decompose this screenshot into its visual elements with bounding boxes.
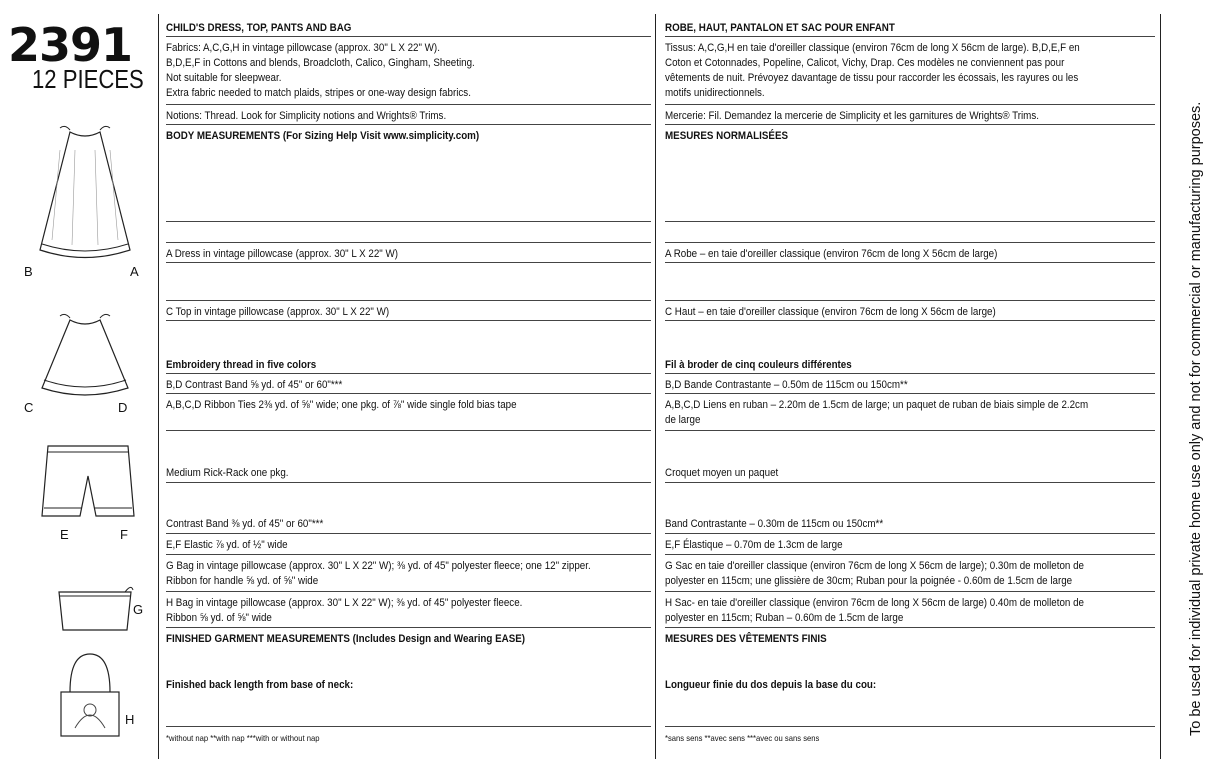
text: motifs unidirectionnels.: [665, 87, 765, 99]
separator: [166, 482, 651, 483]
text: Fil à broder de cinq couleurs différentes: [665, 359, 852, 371]
text: CHILD'S DRESS, TOP, PANTS AND BAG: [166, 22, 352, 34]
text: A Dress in vintage pillowcase (approx. 30" L X 22" W): [166, 248, 399, 260]
label-e: E: [60, 527, 69, 542]
text: Not suitable for sleepwear.: [166, 72, 282, 84]
fabrics-line: [166, 40, 651, 55]
contrast-band-line: [166, 516, 651, 531]
c-haut-line: [665, 304, 1155, 319]
g-sac-line: [665, 573, 1155, 588]
text: G Sac en taie d'oreiller classique (environ 76cm de long X 56cm de large); 0.30m de molleton de: [665, 560, 1084, 572]
bd-bande-line: [665, 377, 1155, 392]
section-title: [166, 20, 651, 35]
finished-title: [665, 631, 1155, 646]
text: MESURES NORMALISÉES: [665, 130, 789, 142]
divider-mid: [655, 14, 656, 759]
separator: [166, 373, 651, 374]
finished-title: [166, 631, 651, 646]
text: ROBE, HAUT, PANTALON ET SAC POUR ENFANT: [665, 22, 895, 34]
separator: [166, 221, 651, 222]
text: Finished back length from base of neck:: [166, 679, 354, 691]
separator: [665, 124, 1155, 125]
text: A,B,C,D Ribbon Ties 2⅜ yd. of ⅝" wide; one pkg. of ⅞" wide single fold bias tape: [166, 399, 517, 411]
back-length-line: [665, 677, 1155, 692]
text: Fabrics: A,C,G,H in vintage pillowcase (approx. 30" L X 22" W).: [166, 42, 440, 54]
notions-line: [166, 108, 651, 123]
text: Ribbon ⅝ yd. of ⅝" wide: [166, 612, 272, 624]
embroidery-line: [166, 357, 651, 372]
text: Mercerie: Fil. Demandez la mercerie de Simplicity et les garnitures de Wrights® Trims.: [665, 110, 1039, 122]
mercerie-line: [665, 108, 1155, 123]
separator: [665, 554, 1155, 555]
a-robe-line: [665, 246, 1155, 261]
label-f: F: [120, 527, 128, 542]
footnote: *sans sens **avec sens ***avec ou sans sens: [665, 733, 820, 743]
text: E,F Élastique – 0.70m de 1.3cm de large: [665, 539, 843, 551]
bd-band-line: [166, 377, 651, 392]
separator: [166, 124, 651, 125]
tissus-line: [665, 40, 1155, 55]
text: BODY MEASUREMENTS (For Sizing Help Visit www.simplicity.com): [166, 130, 480, 142]
separator: [665, 482, 1155, 483]
separator: [665, 533, 1155, 534]
ribbon-ties-line: [166, 397, 651, 412]
pattern-pieces: 12 PIECES: [32, 64, 144, 94]
side-note: [1188, 36, 1210, 736]
text: H Bag in vintage pillowcase (approx. 30" L X 22" W); ⅜ yd. of 45" polyester fleece.: [166, 597, 523, 609]
separator: [166, 726, 651, 727]
text: A,B,C,D Liens en ruban – 2.20m de 1.5cm de large; un paquet de ruban de biais simple de 2.2cm: [665, 399, 1089, 411]
body-title: [665, 128, 1155, 143]
footnote-row: [166, 730, 651, 745]
label-h: H: [125, 712, 135, 727]
separator: [665, 393, 1155, 394]
french-column: [665, 20, 1155, 755]
separator: [166, 262, 651, 263]
text: B,D,E,F in Cottons and blends, Broadcloth, Calico, Gingham, Sheeting.: [166, 57, 475, 69]
label-b: B: [24, 264, 33, 279]
c-top-line: [166, 304, 651, 319]
text: G Bag in vintage pillowcase (approx. 30" L X 22" W); ⅜ yd. of 45" polyester fleece; one 12" zipper.: [166, 560, 591, 572]
separator: [665, 104, 1155, 105]
pants-sketch: [38, 442, 138, 524]
separator: [665, 221, 1155, 222]
text: polyester en 115cm; une glissière de 30cm; Ruban pour la poignée - 0.60m de 1.5cm de large: [665, 575, 1073, 587]
fil-line: [665, 357, 1155, 372]
text: Extra fabric needed to match plaids, stripes or one-way design fabrics.: [166, 87, 471, 99]
english-column: [166, 20, 651, 755]
rickrack-line: [166, 465, 651, 480]
text: Notions: Thread. Look for Simplicity notions and Wrights® Trims.: [166, 110, 447, 122]
separator: [665, 36, 1155, 37]
separator: [665, 627, 1155, 628]
body-title: [166, 128, 651, 143]
separator: [166, 591, 651, 592]
h-bag-line: [166, 610, 651, 625]
text: Band Contrastante – 0.30m de 115cm ou 150cm**: [665, 518, 884, 530]
separator: [665, 591, 1155, 592]
text: de large: [665, 414, 701, 426]
side-note-text: To be used for individual private home use only and not for commercial or manufacturing purposes.: [1188, 101, 1204, 736]
footnote-row: [665, 730, 1155, 745]
fabrics-line: [166, 55, 651, 70]
liens-line: [665, 412, 1155, 427]
separator: [166, 430, 651, 431]
separator: [665, 320, 1155, 321]
tissus-line: [665, 85, 1155, 100]
h-sac-line: [665, 610, 1155, 625]
text: A Robe – en taie d'oreiller classique (environ 76cm de long X 56cm de large): [665, 248, 998, 260]
text: Tissus: A,C,G,H en taie d'oreiller classique (environ 76cm de long X 56cm de large). B,D,E,F en: [665, 42, 1080, 54]
footnote: *without nap **with nap ***with or without nap: [166, 733, 320, 743]
separator: [665, 300, 1155, 301]
separator: [166, 36, 651, 37]
text: MESURES DES VÊTEMENTS FINIS: [665, 633, 827, 645]
label-d: D: [118, 400, 128, 415]
separator: [166, 533, 651, 534]
back-length-line: [166, 677, 651, 692]
separator: [166, 627, 651, 628]
text: FINISHED GARMENT MEASUREMENTS (Includes Design and Wearing EASE): [166, 633, 526, 645]
section-title: [665, 20, 1155, 35]
liens-line: [665, 397, 1155, 412]
label-g: G: [133, 602, 144, 617]
dress-sketch: [30, 120, 140, 265]
text: Medium Rick-Rack one pkg.: [166, 467, 289, 479]
label-c: C: [24, 400, 34, 415]
text: Ribbon for handle ⅝ yd. of ⅝" wide: [166, 575, 319, 587]
g-bag-line: [166, 573, 651, 588]
text: Croquet moyen un paquet: [665, 467, 779, 479]
label-a: A: [130, 264, 139, 279]
elastic-line: [166, 537, 651, 552]
text: C Top in vintage pillowcase (approx. 30" L X 22" W): [166, 306, 390, 318]
tissus-line: [665, 55, 1155, 70]
bag-g-sketch: [55, 582, 135, 634]
separator: [166, 320, 651, 321]
separator: [665, 373, 1155, 374]
h-sac-line: [665, 595, 1155, 610]
separator: [166, 242, 651, 243]
separator: [166, 554, 651, 555]
divider-left: [158, 14, 159, 759]
text: vêtements de nuit. Prévoyez davantage de tissu pour raccorder les écossais, les rayures ou les: [665, 72, 1079, 84]
text: B,D Bande Contrastante – 0.50m de 115cm ou 150cm**: [665, 379, 908, 391]
text: B,D Contrast Band ⅝ yd. of 45" or 60"***: [166, 379, 343, 391]
text: Coton et Cotonnades, Popeline, Calicot, Vichy, Drap. Ces modèles ne conviennent pas pour: [665, 57, 1065, 69]
separator: [665, 262, 1155, 263]
text: Contrast Band ⅜ yd. of 45" or 60"***: [166, 518, 324, 530]
text: polyester en 115cm; Ruban – 0.60m de 1.5cm de large: [665, 612, 904, 624]
separator: [665, 726, 1155, 727]
text: Embroidery thread in five colors: [166, 359, 317, 371]
tissus-line: [665, 70, 1155, 85]
separator: [166, 104, 651, 105]
separator: [166, 300, 651, 301]
divider-right: [1160, 14, 1161, 759]
croquet-line: [665, 465, 1155, 480]
g-sac-line: [665, 558, 1155, 573]
band-contrast-line: [665, 516, 1155, 531]
g-bag-line: [166, 558, 651, 573]
text: Longueur finie du dos depuis la base du cou:: [665, 679, 877, 691]
elastique-line: [665, 537, 1155, 552]
h-bag-line: [166, 595, 651, 610]
top-sketch: [30, 310, 140, 402]
pattern-number: 2391: [8, 18, 133, 72]
separator: [166, 393, 651, 394]
separator: [665, 242, 1155, 243]
text: E,F Elastic ⅞ yd. of ½" wide: [166, 539, 288, 551]
a-dress-line: [166, 246, 651, 261]
fabrics-line: [166, 85, 651, 100]
bag-h-sketch: [55, 652, 125, 740]
separator: [665, 430, 1155, 431]
text: C Haut – en taie d'oreiller classique (environ 76cm de long X 56cm de large): [665, 306, 996, 318]
text: H Sac- en taie d'oreiller classique (environ 76cm de long X 56cm de large) 0.40m de molleton de: [665, 597, 1084, 609]
fabrics-line: [166, 70, 651, 85]
